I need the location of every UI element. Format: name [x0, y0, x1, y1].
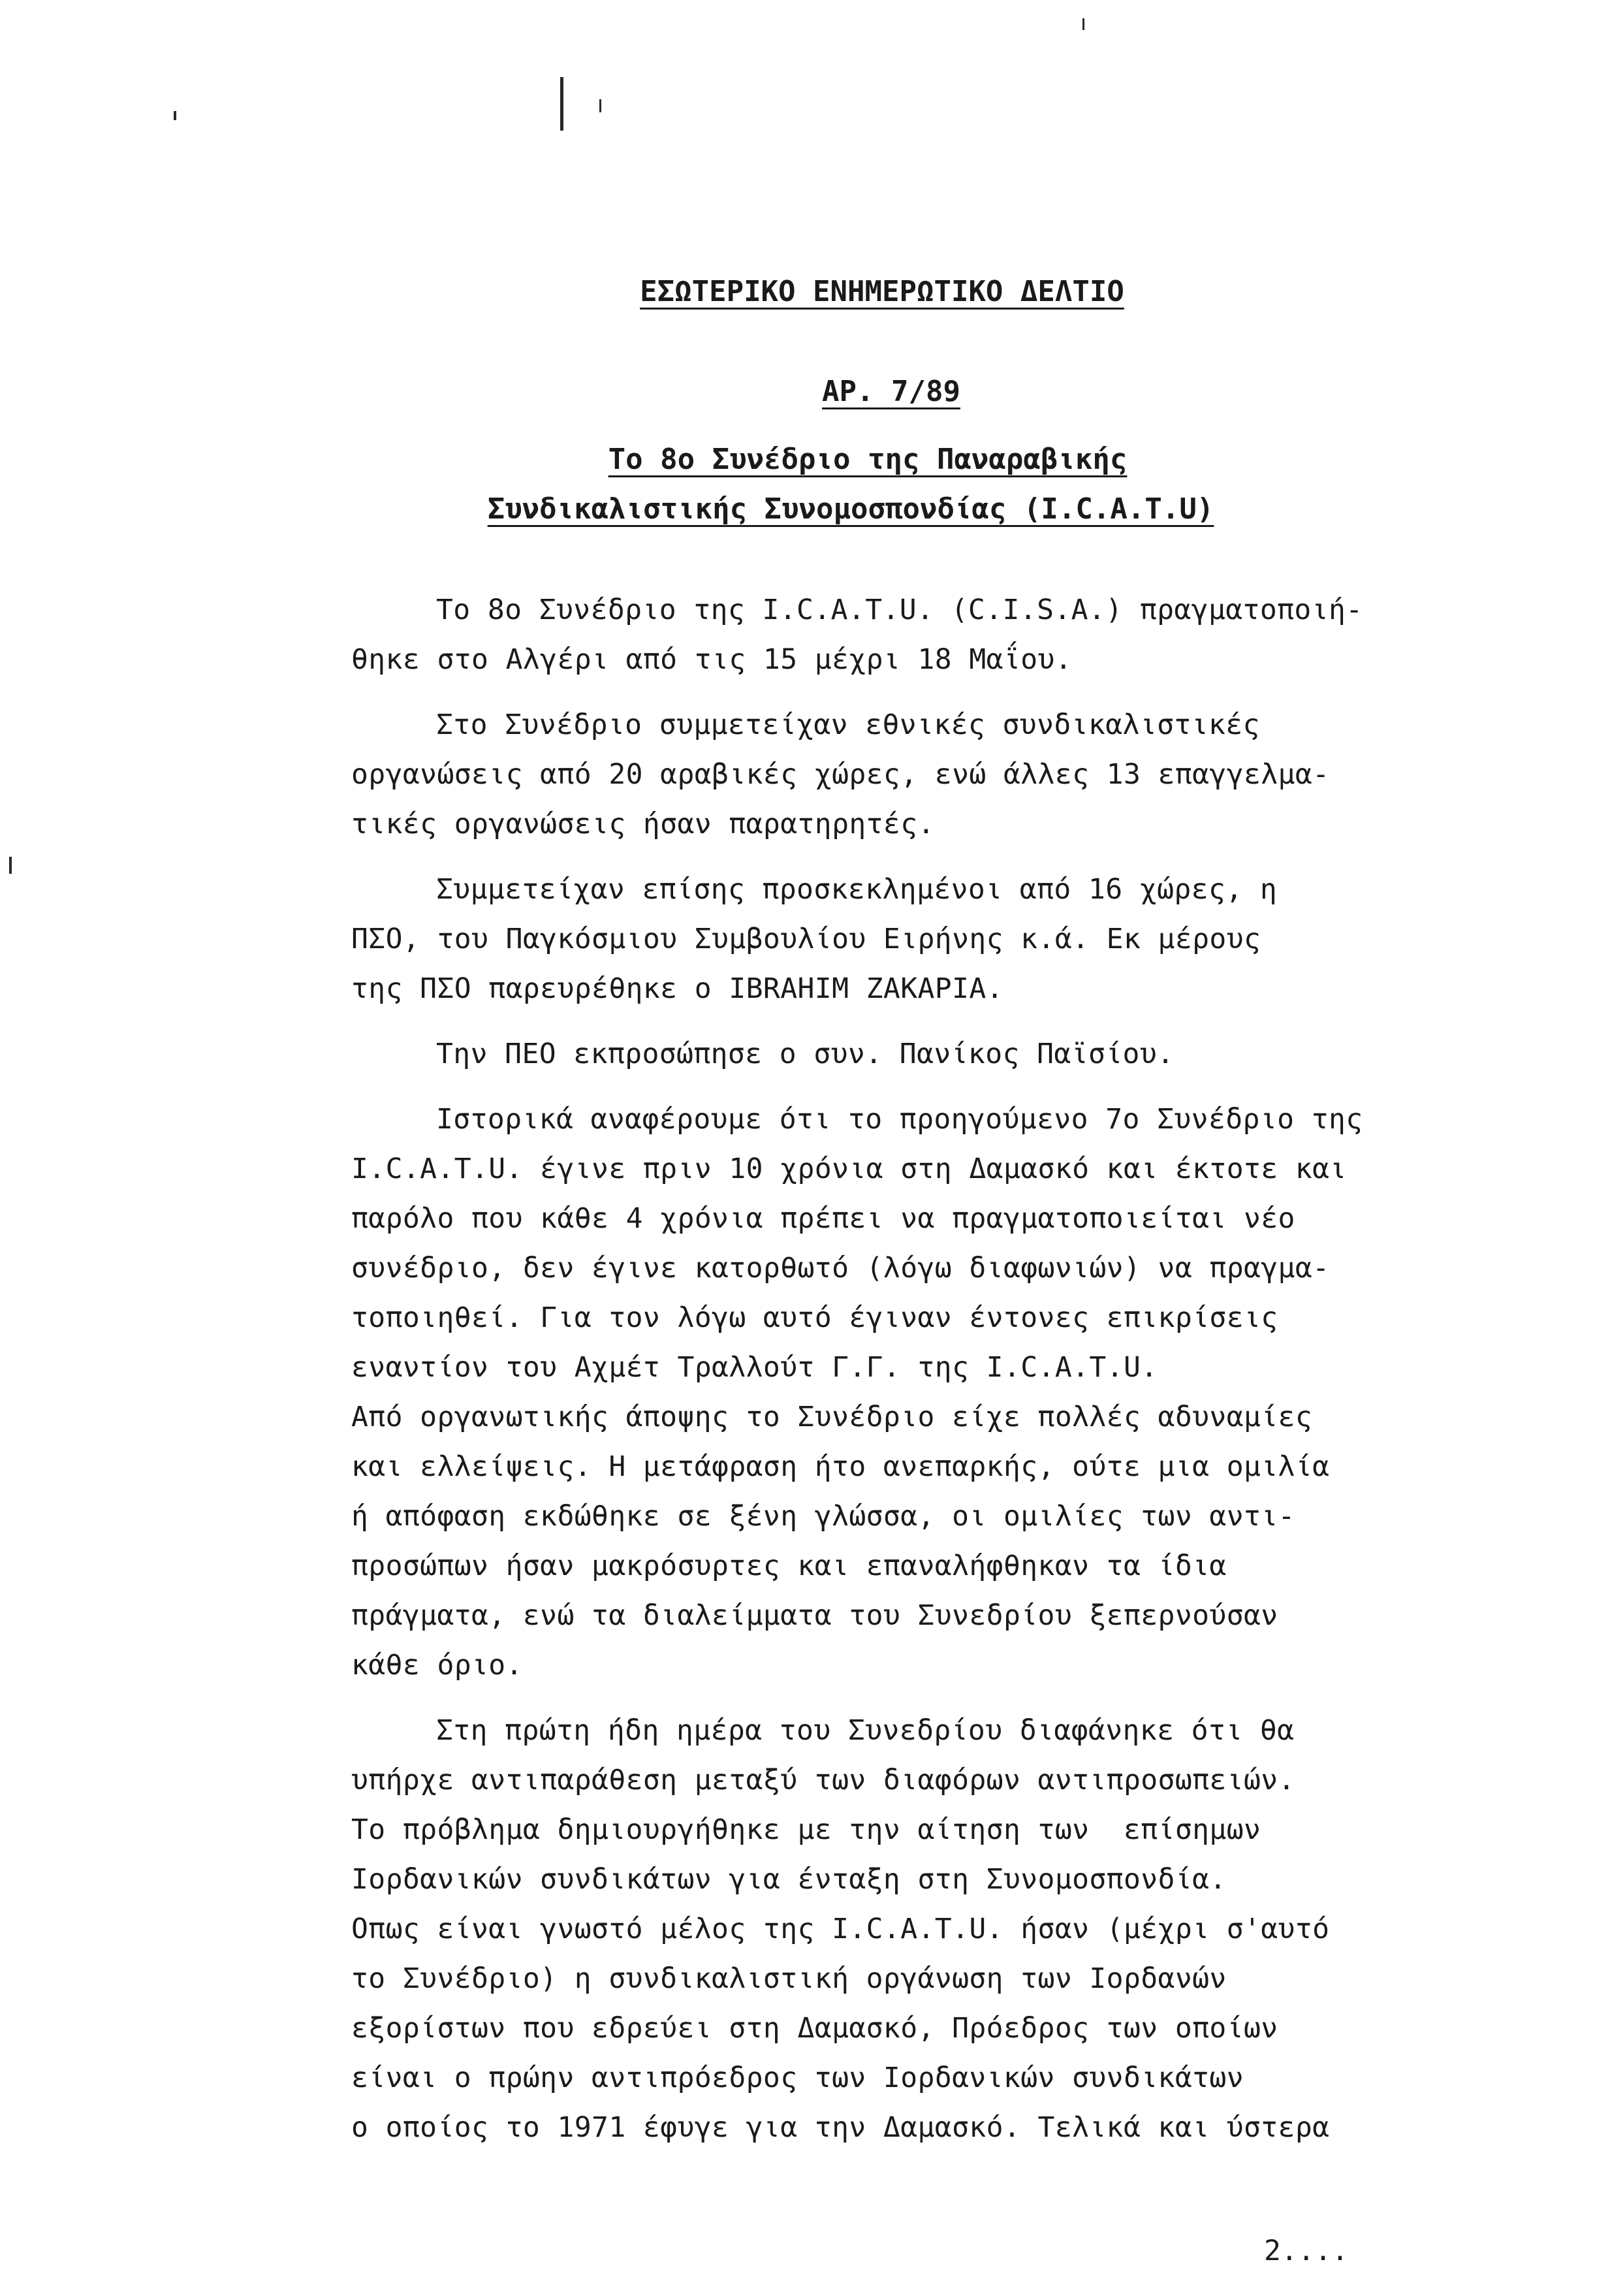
body-line: υπήρχε αντιπαράθεση μεταξύ των διαφόρων αντιπροσωπειών. [351, 1764, 1295, 1796]
body-line: εξορίστων που εδρεύει στη Δαμασκό, Πρόεδρος των οποίων [351, 2012, 1278, 2045]
body-line: είναι ο πρώην αντιπρόεδρος των Ιορδανικών συνδικάτων [351, 2062, 1244, 2094]
body-line: Οπως είναι γνωστό μέλος της I.C.A.T.U. ήσαν (μέχρι σ'αυτό [351, 1913, 1330, 1945]
body-line: ο οποίος το 1971 έφυγε για την Δαμασκό. Τελικά και ύστερα [351, 2111, 1330, 2144]
stray-mark [560, 77, 563, 131]
body-line: τικές οργανώσεις ήσαν παρατηρητές. [351, 808, 935, 840]
body-line: I.C.A.T.U. έγινε πριν 10 χρόνια στη Δαμασκό και έκτοτε και [351, 1153, 1347, 1185]
body-line: παρόλο που κάθε 4 χρόνια πρέπει να πραγματοποιείται νέο [351, 1202, 1295, 1235]
body-line: οργανώσεις από 20 αραβικές χώρες, ενώ άλλες 13 επαγγελμα- [351, 758, 1330, 791]
body-line: Ιορδανικών συνδικάτων για ένταξη στη Συνομοσπονδία. [351, 1863, 1227, 1896]
body-line: Από οργανωτικής άποψης το Συνέδριο είχε πολλές αδυναμίες [351, 1401, 1313, 1433]
stray-mark [599, 99, 601, 112]
body-line: Ιστορικά αναφέρουμε ότι το προηγούμενο 7ο Συνέδριο της [436, 1103, 1363, 1136]
body-line: το Συνέδριο) η συνδικαλιστική οργάνωση των Ιορδανών [351, 1962, 1227, 1995]
body-line: ΠΣΟ, του Παγκόσμιου Συμβουλίου Ειρήνης κ.ά. Εκ μέρους [351, 923, 1261, 955]
body-line: Το 8ο Συνέδριο της I.C.A.T.U. (C.I.S.A.) πραγματοποιή- [436, 594, 1363, 626]
document-subtitle-line-2: Συνδικαλιστικής Συνομοσπονδίας (I.C.A.T.U) [487, 492, 1214, 526]
body-line: πράγματα, ενώ τα διαλείμματα του Συνεδρίου ξεπερνούσαν [351, 1599, 1278, 1632]
stray-mark [9, 857, 12, 874]
body-line: ή απόφαση εκδώθηκε σε ξένη γλώσσα, οι ομιλίες των αντι- [351, 1500, 1295, 1533]
body-line: Στη πρώτη ήδη ημέρα του Συνεδρίου διαφάνηκε ότι θα [436, 1714, 1295, 1747]
stray-mark [1082, 18, 1084, 30]
document-subtitle-line-1: Το 8ο Συνέδριο της Παναραβικής [608, 443, 1128, 476]
body-line: συνέδριο, δεν έγινε κατορθωτό (λόγω διαφωνιών) να πραγμα- [351, 1252, 1330, 1284]
body-line: Την ΠΕΟ εκπροσώπησε ο συν. Πανίκος Παϊσίου. [436, 1038, 1175, 1070]
body-line: θηκε στο Αλγέρι από τις 15 μέχρι 18 Μαΐου. [351, 643, 1073, 676]
body-line: προσώπων ήσαν μακρόσυρτες και επαναλήφθηκαν τα ίδια [351, 1550, 1227, 1582]
stray-mark [174, 111, 176, 120]
body-line: Στο Συνέδριο συμμετείχαν εθνικές συνδικαλιστικές [436, 709, 1260, 741]
body-line: τοποιηθεί. Για τον λόγω αυτό έγιναν έντονες επικρίσεις [351, 1301, 1278, 1334]
body-line: κάθε όριο. [351, 1649, 523, 1682]
body-line: Συμμετείχαν επίσης προσκεκλημένοι από 16 χώρες, η [436, 873, 1278, 906]
body-line: εναντίον του Αχμέτ Τραλλούτ Γ.Γ. της I.C.A.T.U. [351, 1351, 1158, 1384]
document-number: ΑΡ. 7/89 [822, 375, 960, 408]
body-line: της ΠΣΟ παρευρέθηκε ο IBRAHIM ZAKAPIA. [351, 972, 1003, 1005]
body-line: Το πρόβλημα δημιουργήθηκε με την αίτηση των επίσημων [351, 1813, 1261, 1846]
document-title: ΕΣΩΤΕΡΙΚΟ ΕΝΗΜΕΡΩΤΙΚΟ ΔΕΛΤΙΟ [640, 275, 1124, 308]
body-line: και ελλείψεις. Η μετάφραση ήτο ανεπαρκής, ούτε μια ομιλία [351, 1450, 1330, 1483]
page-continuation-marker: 2.... [1264, 2235, 1349, 2267]
